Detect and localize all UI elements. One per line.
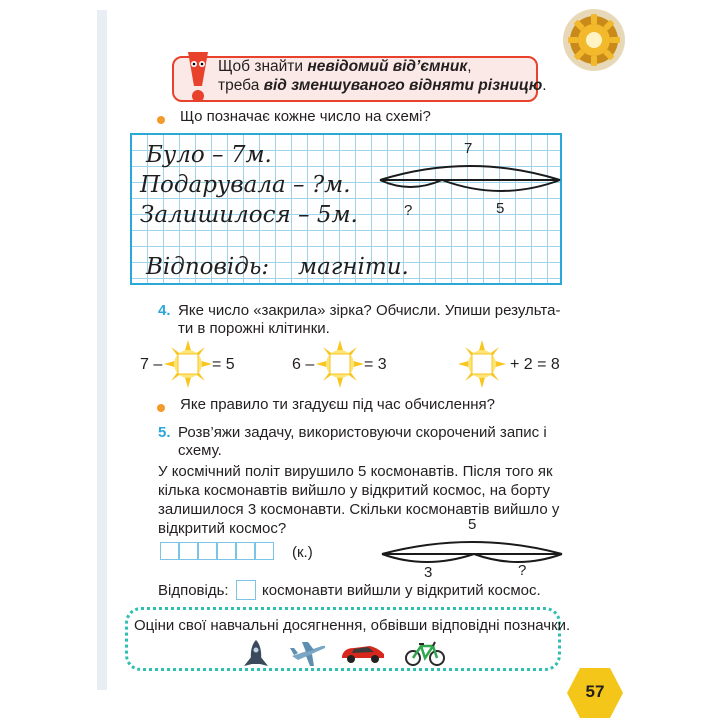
handwriting-line1: Було – 7м. xyxy=(146,142,272,168)
bullet xyxy=(157,116,165,124)
margin-decoration xyxy=(96,10,108,690)
sun-star-icon xyxy=(458,340,506,388)
scheme2-total: 5 xyxy=(468,516,477,533)
sun-star-icon xyxy=(164,340,212,388)
task5-text-line2: схему. xyxy=(178,442,222,459)
gear-icon xyxy=(562,8,626,72)
question-scheme: Що позначає кожне число на схемі? xyxy=(180,108,431,125)
answer-cell[interactable] xyxy=(179,542,198,560)
equation3-right: + 2 = 8 xyxy=(510,356,560,373)
unit-label: (к.) xyxy=(292,544,313,561)
equation2-left: 6 – xyxy=(292,356,315,373)
equation1-left: 7 – xyxy=(140,356,163,373)
page-number: 57 xyxy=(585,682,605,701)
handwriting-line3: Залишилося – 5м. xyxy=(140,202,358,228)
equation2-right: = 3 xyxy=(364,356,387,373)
scheme-diagram-2 xyxy=(378,530,568,576)
evaluation-text: Оціни свої навчальні досягнення, обвівши відповідні позначки. xyxy=(134,617,571,634)
answer-text: космонавти вийшли у відкритий космос. xyxy=(262,582,541,599)
task5-text-line1: Розв’яжи задачу, використовуючи скорочений запис і xyxy=(178,424,547,441)
answer-cell[interactable] xyxy=(198,542,217,560)
handwriting-answer-value: магніти. xyxy=(298,254,409,280)
task4-number: 4. xyxy=(158,302,171,319)
car-icon[interactable] xyxy=(340,640,386,666)
task4-text-line2: ти в порожні клітинки. xyxy=(178,320,330,337)
scheme1-known: 5 xyxy=(496,200,505,217)
problem-line1: У космічний політ вирушило 5 космонавтів. Після того як xyxy=(158,463,553,480)
scheme-diagram-1 xyxy=(376,150,566,210)
rocket-icon[interactable] xyxy=(238,638,274,668)
scheme1-total: 7 xyxy=(464,140,473,157)
answer-cell[interactable] xyxy=(217,542,236,560)
equation1-right: = 5 xyxy=(212,356,235,373)
answer-label: Відповідь: xyxy=(158,582,229,599)
problem-line3: залишилося 3 космонавти. Скільки космонавтів вийшло у xyxy=(158,501,560,518)
answer-cell[interactable] xyxy=(160,542,179,560)
sun-star-icon xyxy=(316,340,364,388)
bicycle-icon[interactable] xyxy=(404,638,446,668)
handwriting-line2: Подарувала – ?м. xyxy=(140,172,351,198)
exclamation-icon xyxy=(180,50,214,104)
question-rule: Яке правило ти згадуєш під час обчислення? xyxy=(180,396,495,413)
airplane-icon[interactable] xyxy=(288,638,328,668)
task4-text-line1: Яке число «закрила» зірка? Обчисли. Упиши результа- xyxy=(178,302,561,319)
scheme2-unknown: ? xyxy=(518,562,527,579)
bullet xyxy=(157,404,165,412)
task5-number: 5. xyxy=(158,424,171,441)
rule-text-line2: треба від зменшуваного відняти різницю. xyxy=(218,77,547,94)
answer-input-cell[interactable] xyxy=(236,580,256,600)
scheme1-unknown: ? xyxy=(404,202,413,219)
problem-line4: відкритий космос? xyxy=(158,520,287,537)
handwriting-answer-label: Відповідь: xyxy=(146,254,270,280)
answer-cell[interactable] xyxy=(236,542,255,560)
answer-cells xyxy=(160,542,274,560)
rule-text-line1: Щоб знайти невідомий від’ємник, xyxy=(218,58,472,75)
scheme2-known: 3 xyxy=(424,564,433,581)
problem-line2: кілька космонавтів вийшло у відкритий космос, на борту xyxy=(158,482,551,499)
answer-cell[interactable] xyxy=(255,542,274,560)
